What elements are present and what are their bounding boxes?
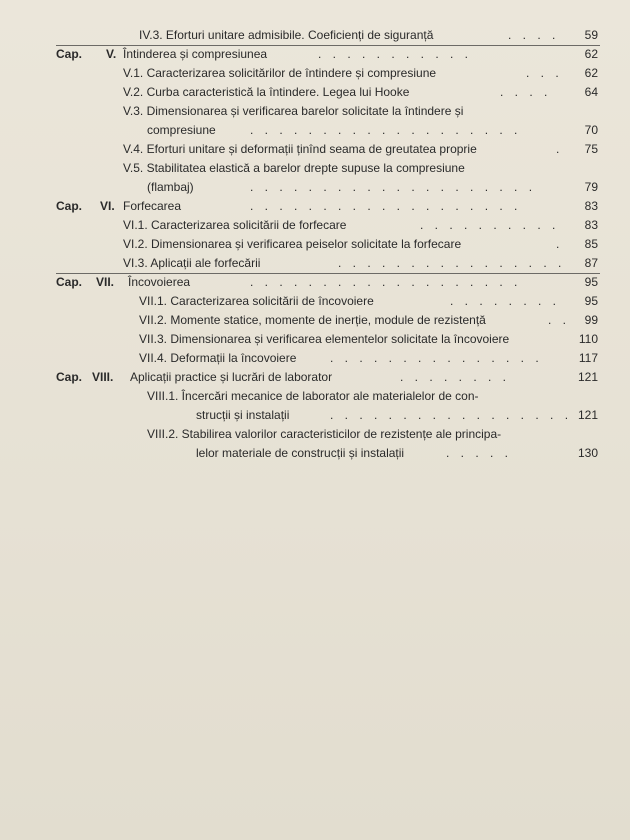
toc-entry bbox=[0, 159, 630, 178]
toc-chapter bbox=[0, 197, 630, 216]
chapter-number: VII. bbox=[96, 275, 115, 289]
leader-dots: . . . . . bbox=[446, 446, 513, 460]
page-number: 99 bbox=[584, 313, 598, 327]
chapter-label: Cap. bbox=[56, 199, 83, 213]
entry-title: VII.4. Deformații la încovoiere bbox=[139, 351, 297, 365]
leader-dots: . . . . . . . . . . . . . . . . . bbox=[330, 408, 573, 422]
toc-entry bbox=[0, 292, 630, 311]
toc-chapter bbox=[0, 273, 630, 292]
page-number: 117 bbox=[578, 351, 598, 365]
entry-title: lelor materiale de construcții și instalații bbox=[196, 446, 405, 460]
entry-title: compresiune bbox=[147, 123, 216, 137]
toc-entry bbox=[0, 349, 630, 368]
toc-chapter bbox=[0, 368, 630, 387]
leader-dots: . . . bbox=[526, 66, 563, 80]
leader-dots: . . . . . . . . . . . . . . . . . . . bbox=[250, 123, 522, 137]
page-number: 59 bbox=[584, 28, 598, 42]
toc-entry bbox=[0, 121, 630, 140]
page-number: 95 bbox=[584, 294, 598, 308]
leader-dots: . . bbox=[548, 313, 571, 327]
toc-entry bbox=[0, 425, 630, 444]
entry-title: VIII.1. Încercări mecanice de laborator ale materialelor de con- bbox=[147, 389, 479, 403]
toc-entry bbox=[0, 216, 630, 235]
toc-entry bbox=[0, 64, 630, 83]
page-number: 121 bbox=[577, 370, 598, 384]
toc-entry bbox=[0, 178, 630, 197]
toc-entry bbox=[0, 140, 630, 159]
leader-dots: . . . . . . . . . . bbox=[420, 218, 560, 232]
page-number: 70 bbox=[584, 123, 598, 137]
chapter-label: Cap. bbox=[56, 47, 83, 61]
chapter-number: V. bbox=[106, 47, 117, 61]
leader-dots: . . . . . . . . . . . . . . . . . . . bbox=[250, 275, 522, 289]
entry-title: V.3. Dimensionarea și verificarea barelor solicitate la întindere și bbox=[123, 104, 464, 118]
leader-dots: . . . . bbox=[500, 85, 552, 99]
page-number: 121 bbox=[577, 408, 598, 422]
bleed-through-texture bbox=[120, 455, 580, 695]
toc-entry bbox=[0, 26, 630, 45]
leader-dots: . . . . . . . . bbox=[450, 294, 561, 308]
toc-entry bbox=[0, 387, 630, 406]
page-number: 110 bbox=[578, 332, 598, 346]
page-number: 62 bbox=[584, 66, 598, 80]
leader-dots: . . . . . . . . . . . . . . . . . . . . bbox=[250, 180, 537, 194]
page-number: 83 bbox=[584, 199, 598, 213]
toc-entry bbox=[0, 235, 630, 254]
toc-entry bbox=[0, 330, 630, 349]
leader-dots: . . . . bbox=[508, 28, 560, 42]
chapter-number: VIII. bbox=[92, 370, 114, 384]
leader-dots: . bbox=[556, 237, 564, 251]
toc-entry bbox=[0, 311, 630, 330]
entry-title: V.2. Curba caracteristică la întindere. Legea lui Hooke bbox=[123, 85, 410, 99]
leader-dots: . . . . . . . . . . . . . . . bbox=[330, 351, 543, 365]
leader-dots: . . . . . . . . . . . . . . . . . . . bbox=[250, 199, 522, 213]
entry-title: IV.3. Eforturi unitare admisibile. Coeficienți de siguranță bbox=[139, 28, 434, 42]
page-number: 85 bbox=[584, 237, 598, 251]
toc-entry bbox=[0, 406, 630, 425]
entry-title: VII.3. Dimensionarea și verificarea elementelor solicitate la încovoiere bbox=[139, 332, 510, 346]
page-number: 75 bbox=[584, 142, 598, 156]
leader-dots: . bbox=[556, 142, 564, 156]
leader-dots: . . . . . . . . . . . . . . . . bbox=[338, 256, 566, 270]
toc-entry bbox=[0, 444, 630, 463]
toc-chapter bbox=[0, 45, 630, 64]
chapter-number: VI. bbox=[100, 199, 115, 213]
chapter-title: Aplicații practice și lucrări de laborator bbox=[130, 370, 333, 384]
entry-title: VI.3. Aplicații ale forfecării bbox=[123, 256, 261, 270]
leader-dots: . . . . . . . . bbox=[400, 370, 511, 384]
toc-entry bbox=[0, 102, 630, 121]
page-number: 64 bbox=[584, 85, 598, 99]
entry-title: V.4. Eforturi unitare și deformații ținînd seama de greutatea proprie bbox=[123, 142, 477, 156]
entry-title: VIII.2. Stabilirea valorilor caracteristicilor de rezistențe ale principa- bbox=[147, 427, 502, 441]
leader-dots: . . . . . . . . . . . bbox=[318, 47, 473, 61]
page-number: 83 bbox=[584, 218, 598, 232]
chapter-title: Încovoierea bbox=[128, 275, 191, 289]
page-number: 130 bbox=[577, 446, 598, 460]
entry-title: (flambaj) bbox=[147, 180, 194, 194]
entry-title: VI.2. Dimensionarea și verificarea peiselor solicitate la forfecare bbox=[123, 237, 462, 251]
entry-title: VI.1. Caracterizarea solicitării de forfecare bbox=[123, 218, 347, 232]
entry-title: strucții și instalații bbox=[196, 408, 290, 422]
chapter-label: Cap. bbox=[56, 370, 83, 384]
chapter-title: Forfecarea bbox=[123, 199, 182, 213]
chapter-title: Întinderea și compresiunea bbox=[123, 47, 268, 61]
entry-title: V.5. Stabilitatea elastică a barelor drepte supuse la compresiune bbox=[123, 161, 465, 175]
entry-title: VII.1. Caracterizarea solicitării de încovoiere bbox=[139, 294, 374, 308]
toc-entry bbox=[0, 83, 630, 102]
page-number: 87 bbox=[584, 256, 598, 270]
entry-title: VII.2. Momente statice, momente de inerție, module de rezistență bbox=[139, 313, 486, 327]
page-number: 62 bbox=[584, 47, 598, 61]
page-number: 79 bbox=[584, 180, 598, 194]
toc-entry bbox=[0, 254, 630, 273]
entry-title: V.1. Caracterizarea solicitărilor de întindere și compresiune bbox=[123, 66, 437, 80]
table-of-contents bbox=[0, 26, 630, 463]
chapter-label: Cap. bbox=[56, 275, 83, 289]
page-number: 95 bbox=[584, 275, 598, 289]
